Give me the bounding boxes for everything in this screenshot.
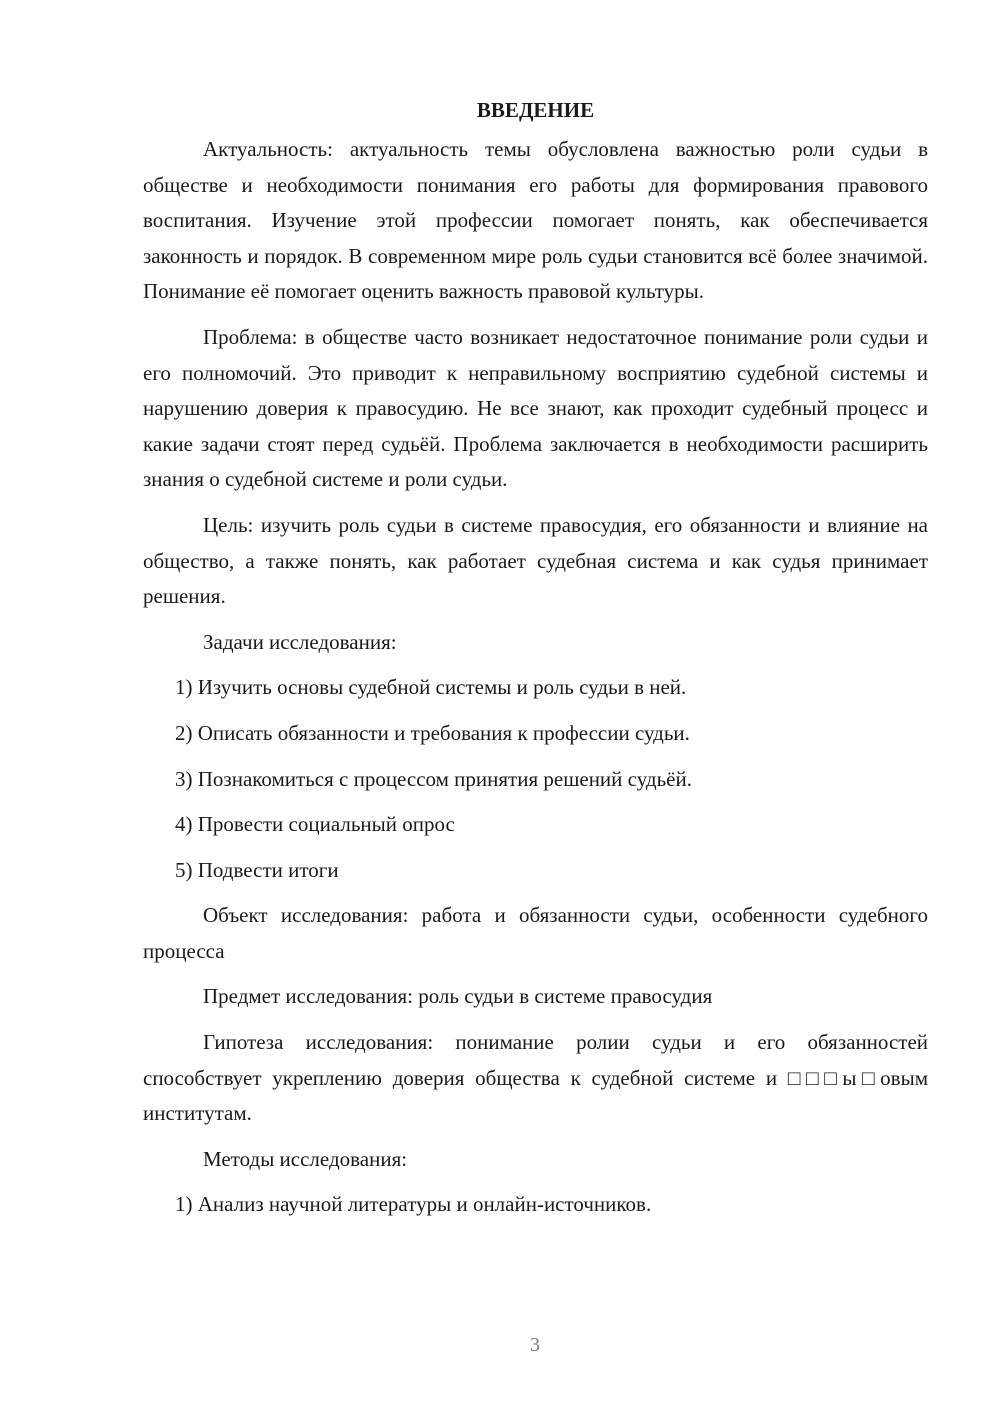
page-number: 3 bbox=[530, 1334, 540, 1356]
list-item: 1) Анализ научной литературы и онлайн-источников. bbox=[175, 1192, 652, 1217]
relevance-paragraph: Актуальность: актуальность темы обусловлена важностью роли судьи в обществе и необходимости понимания его работы для формирования правового воспитания. Изучение этой профессии помогает понять, как обеспечивается законность и порядок. В современном мире роль судьи становится всё более значимой. Понимание её помогает оценить важность правовой культуры. bbox=[143, 137, 928, 304]
goal-paragraph: Цель: изучить роль судьи в системе правосудия, его обязанности и влияние на общество, а также понять, как работает судебная система и как судья принимает решения. bbox=[143, 512, 928, 609]
problem-paragraph: Проблема: в обществе часто возникает недостаточное понимание роли судьи и его полномочий. Это приводит к неправильному восприятию судебной системы и нарушению доверия к правосудию. Не все знают, как проходит судебный процесс и какие задачи стоят перед судьёй. Проблема заключается в необходимости расширить знания о судебной системе и роли судьи. bbox=[143, 324, 928, 492]
methods-heading: Методы исследования: bbox=[203, 1146, 408, 1171]
tasks-heading: Задачи исследования: bbox=[203, 629, 397, 654]
document-page bbox=[143, 92, 928, 1233]
list-item: 5) Подвести итоги bbox=[175, 857, 339, 882]
object-paragraph: Объект исследования: работа и обязанности судьи, особенности судебного процесса bbox=[143, 903, 928, 963]
list-item: 3) Познакомиться с процессом принятия решений судьёй. bbox=[175, 766, 692, 791]
page-title: ВВЕДЕНИЕ bbox=[476, 98, 595, 122]
subject-paragraph: Предмет исследования: роль судьи в системе правосудия bbox=[203, 984, 713, 1009]
tasks-list bbox=[143, 670, 928, 888]
hypothesis-paragraph: Гипотеза исследования: понимание ролии судьи и его обязанностей способствует укреплению доверия общества к судебной системе и □□□ы□овым институтам. bbox=[143, 1030, 928, 1126]
list-item: 4) Провести социальный опрос bbox=[175, 812, 455, 837]
list-item: 2) Описать обязанности и требования к профессии судьи. bbox=[175, 720, 690, 745]
list-item: 1) Изучить основы судебной системы и роль судьи в ней. bbox=[175, 675, 687, 700]
methods-list bbox=[143, 1187, 928, 1223]
